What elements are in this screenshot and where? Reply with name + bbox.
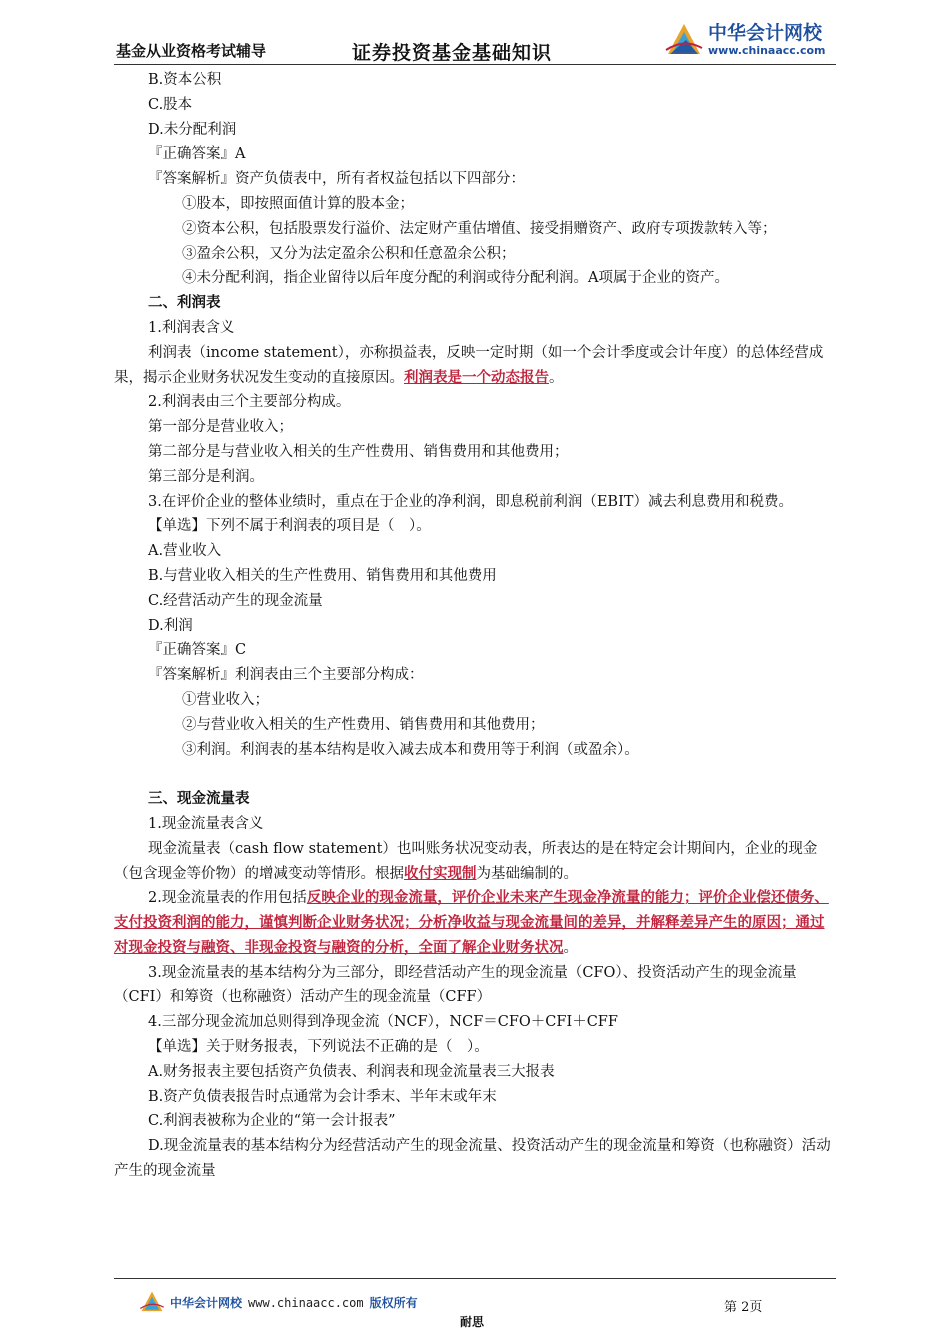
line-text: D.未分配利润: [148, 121, 237, 138]
text-line: [114, 688, 836, 713]
line-text: D.利润: [148, 617, 193, 634]
text-line: [114, 886, 836, 960]
line-text: 现金流量表（cash flow statement）也叫账务状况变动表，所表达的是在特定会计期间内，企业的现金（包含现金等价物）的增减变动等情形。根据: [114, 840, 818, 882]
line-text: 二、利润表: [148, 295, 221, 312]
text-line: [114, 812, 836, 837]
line-text: ③盈余公积，又分为法定盈余公积和任意盈余公积；: [182, 245, 516, 262]
text-line: [114, 192, 836, 217]
blank-line: [114, 762, 836, 787]
line-text: ①股本，即按照面值计算的股本金；: [182, 195, 414, 212]
line-text: 第二部分是与营业收入相关的生产性费用、销售费用和其他费用；: [148, 443, 569, 460]
text-line: [114, 142, 836, 167]
footer-logo-icon: [138, 1289, 166, 1315]
book-title: 证券投资基金基础知识: [352, 42, 553, 64]
footer-copyright: [170, 1294, 418, 1311]
line-text: C.经营活动产生的现金流量: [148, 592, 323, 609]
logo-name: 中华会计网校: [708, 22, 823, 44]
line-text: C.股本: [148, 96, 193, 113]
text-line: [114, 713, 836, 738]
line-text: 『正确答案』C: [148, 642, 247, 659]
line-text: B.资产负债表报告时点通常为会计季末、半年末或年末: [148, 1088, 497, 1105]
line-text-tail: 为基础编制的。: [476, 865, 578, 882]
page-number: 第 2页: [724, 1300, 763, 1315]
section-heading: [114, 291, 836, 316]
text-line: [114, 1010, 836, 1035]
line-text: 4.三部分现金流加总则得到净现金流（NCF），NCF＝CFO＋CFI＋CFF: [148, 1014, 618, 1031]
text-line: [114, 564, 836, 589]
text-line: [114, 68, 836, 93]
text-line: [114, 242, 836, 267]
text-line: [114, 93, 836, 118]
line-text: ③利润。利润表的基本结构是收入减去成本和费用等于利润（或盈余）。: [182, 741, 639, 758]
line-text-tail: 。: [563, 939, 578, 956]
line-text: 【单选】关于财务报表，下列说法不正确的是（ ）。: [148, 1039, 489, 1056]
text-line: [114, 1109, 836, 1134]
line-text: B.资本公积: [148, 72, 222, 88]
header-divider: [114, 64, 836, 65]
text-line: [114, 539, 836, 564]
line-text: 三、现金流量表: [148, 791, 250, 808]
text-line: [114, 837, 836, 887]
text-line: [114, 390, 836, 415]
highlighted-text: 收付实现制: [404, 864, 477, 882]
line-text: D.现金流量表的基本结构分为经营活动产生的现金流量、投资活动产生的现金流量和筹资（也称融资）活动产生的现金流量: [114, 1138, 831, 1180]
line-text: 2.现金流量表的作用包括: [148, 890, 307, 907]
line-text: A.财务报表主要包括资产负债表、利润表和现金流量表三大报表: [148, 1063, 555, 1080]
section-heading: [114, 787, 836, 812]
text-line: [114, 118, 836, 143]
text-line: [114, 266, 836, 291]
highlighted-text: 利润表是一个动态报告: [404, 368, 549, 386]
text-line: [114, 415, 836, 440]
logo-url: www.chinaacc.com: [708, 44, 826, 57]
line-text: 1.现金流量表含义: [148, 815, 264, 832]
text-line: [114, 589, 836, 614]
text-line: [114, 1134, 836, 1184]
line-text: 3.在评价企业的整体业绩时，重点在于企业的净利润，即息税前利润（EBIT）减去利息费用和税费。: [148, 493, 793, 510]
document-body: [114, 68, 836, 1184]
line-text: 『正确答案』A: [148, 146, 246, 163]
line-text: 1.利润表含义: [148, 319, 235, 336]
text-line: [114, 1085, 836, 1110]
series-title: 基金从业资格考试辅导: [116, 42, 267, 60]
text-line: [114, 341, 836, 391]
text-line: [114, 167, 836, 192]
logo-mark-icon: [664, 20, 704, 60]
line-text: 『答案解析』资产负债表中，所有者权益包括以下四部分：: [148, 171, 525, 188]
page-header: [0, 0, 950, 66]
line-text: B.与营业收入相关的生产性费用、销售费用和其他费用: [148, 567, 497, 584]
text-line: [114, 738, 836, 763]
text-line: [114, 465, 836, 490]
footer-divider: [114, 1278, 836, 1279]
text-line: [114, 1035, 836, 1060]
line-text: ②资本公积，包括股票发行溢价、法定财产重估增值、接受捐赠资产、政府专项拨款转入等；: [182, 220, 777, 237]
line-text-tail: 。: [549, 369, 564, 386]
line-text: 『答案解析』利润表由三个主要部分构成：: [148, 667, 424, 684]
line-text: 利润表（income statement），亦称损益表，反映一定时期（如一个会计季度或会计年度）的总体经营成果，揭示企业财务状况发生变动的直接原因。: [114, 344, 824, 386]
text-line: [114, 1060, 836, 1085]
text-line: [114, 514, 836, 539]
line-text: ④未分配利润，指企业留待以后年度分配的利润或待分配利润。A项属于企业的资产。: [182, 270, 729, 287]
line-text: ①营业收入；: [182, 691, 269, 708]
footer-url[interactable]: www.chinaacc.com: [248, 1296, 364, 1310]
text-line: [114, 217, 836, 242]
line-text: 第三部分是利润。: [148, 468, 264, 485]
text-line: [114, 490, 836, 515]
text-line: [114, 638, 836, 663]
text-line: [114, 316, 836, 341]
text-line: [114, 614, 836, 639]
highlighted-text: 反映企业的现金流量，评价企业未来产生现金净流量的能力；评价企业偿还债务、支付投资利润的能力，谨慎判断企业财务状况；分析净收益与现金流量间的差异，并解释差异产生的原因；通过对现金投资与融资、非现金投资与融资的分析，全面了解企业财务状况: [114, 889, 829, 956]
chinaacc-logo[interactable]: [664, 18, 840, 62]
footer-rights: 版权所有: [369, 1296, 418, 1310]
text-line: [114, 663, 836, 688]
line-text: 3.现金流量表的基本结构分为三部分，即经营活动产生的现金流量（CFO）、投资活动产生的现金流量（CFI）和筹资（也称融资）活动产生的现金流量（CFF）: [114, 964, 797, 1006]
line-text: C.利润表被称为企业的“第一会计报表”: [148, 1113, 396, 1130]
line-text: 2.利润表由三个主要部分构成。: [148, 394, 351, 411]
footer-note: 耐思: [460, 1315, 485, 1329]
text-line: [114, 440, 836, 465]
footer-brand: 中华会计网校: [170, 1296, 243, 1310]
line-text: ②与营业收入相关的生产性费用、销售费用和其他费用；: [182, 716, 545, 733]
line-text: A.营业收入: [148, 543, 222, 560]
text-line: [114, 961, 836, 1011]
line-text: 【单选】下列不属于利润表的项目是（ ）。: [148, 518, 431, 535]
line-text: 第一部分是营业收入；: [148, 419, 293, 436]
